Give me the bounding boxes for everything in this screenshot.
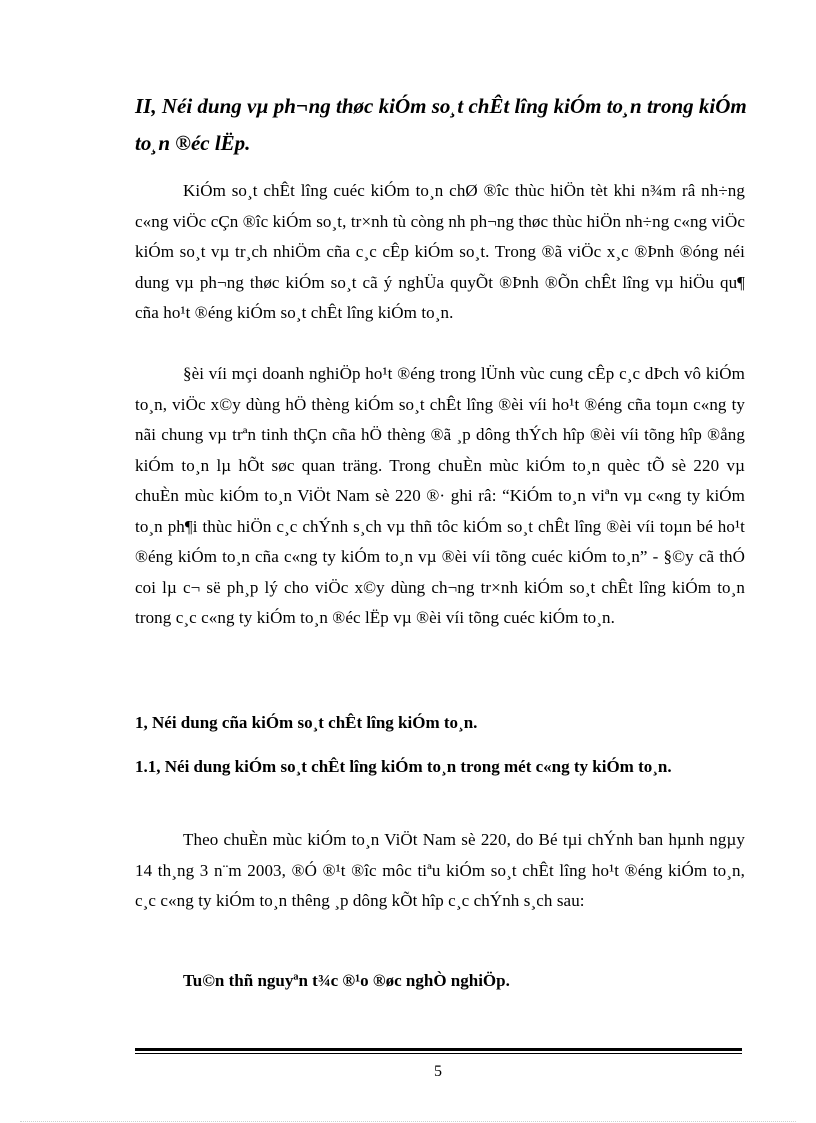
subsection-heading: 1, Néi dung cña kiÓm so¸t chÊt lîng kiÓm to¸n. xyxy=(135,713,478,732)
body-paragraph: §èi víi mçi doanh nghiÖp ho¹t ®éng trong lÜnh vùc cung cÊp c¸c dÞch vô kiÓm to¸n, viÖc x©y dùng hÖ thèng kiÓm so¸t chÊt lîng ®èi víi ho¹t ®éng cña toµn c«ng ty nãi chung vµ trªn tinh thÇn cña hÖ thèng ®ã ¸p dông thÝch hîp ®èi víi tõng hîp ®ång kiÓm to¸n lµ hÕt søc quan träng. Trong chuÈn mùc kiÓm to¸n quèc tÕ sè 220 vµ chuÈn mùc kiÓm to¸n ViÖt Nam sè 220 ®· ghi râ: “KiÓm to¸n viªn vµ c«ng ty kiÓm to¸n ph¶i thùc hiÖn c¸c chÝnh s¸ch vµ thñ tôc kiÓm so¸t chÊt lîng ®èi víi toµn bé ho¹t ®éng kiÓm to¸n cña c«ng ty kiÓm to¸n vµ ®èi víi tõng cuéc kiÓm to¸n” - §©y cã thÓ coi lµ c¬ së ph¸p lý cho viÖc x©y dùng ch¬ng tr×nh kiÓm so¸t chÊt lîng kiÓm to¸n trong c¸c c«ng ty kiÓm to¸n ®éc lËp vµ ®èi víi tõng cuéc kiÓm to¸n. xyxy=(135,364,745,627)
page-edge-divider xyxy=(20,1121,796,1122)
subsection-heading: 1.1, Néi dung kiÓm so¸t chÊt lîng kiÓm to¸n trong mét c«ng ty kiÓm to¸n. xyxy=(135,757,672,776)
footer-rule-thin xyxy=(135,1053,742,1054)
body-paragraph: KiÓm so¸t chÊt lîng cuéc kiÓm to¸n chØ ®îc thùc hiÖn tèt khi n¾m râ nh÷ng c«ng viÖc cÇn ®îc kiÓm so¸t, tr×nh tù còng nh ph¬ng thøc thùc hiÖn nh÷ng c«ng viÖc kiÓm so¸t vµ tr¸ch nhiÖm cña c¸c cÊp kiÓm so¸t. Trong ®ã viÖc x¸c ®Þnh ®óng néi dung vµ ph¬ng thøc kiÓm so¸t cã ý nghÜa quyÕt ®Þnh ®Õn chÊt lîng vµ hiÖu qu¶ cña ho¹t ®éng kiÓm so¸t chÊt lîng kiÓm to¸n. xyxy=(135,181,745,322)
section-heading: II, Néi dung vµ ph¬ng thøc kiÓm so¸t chÊt lîng kiÓm to¸n trong kiÓm to¸n ®éc lËp. xyxy=(135,94,747,155)
principle-heading: Tu©n thñ nguyªn t¾c ®¹o ®øc nghÒ nghiÖp. xyxy=(183,971,510,990)
page-number: 5 xyxy=(434,1063,442,1080)
body-paragraph: Theo chuÈn mùc kiÓm to¸n ViÖt Nam sè 220, do Bé tµi chÝnh ban hµnh ngµy 14 th¸ng 3 n¨m 2003, ®Ó ®¹t ®îc môc tiªu kiÓm so¸t chÊt lîng ho¹t ®éng kiÓm to¸n, c¸c c«ng ty kiÓm to¸n thêng ¸p dông kÕt hîp c¸c chÝnh s¸ch sau: xyxy=(135,830,745,910)
footer-rule xyxy=(135,1048,742,1051)
